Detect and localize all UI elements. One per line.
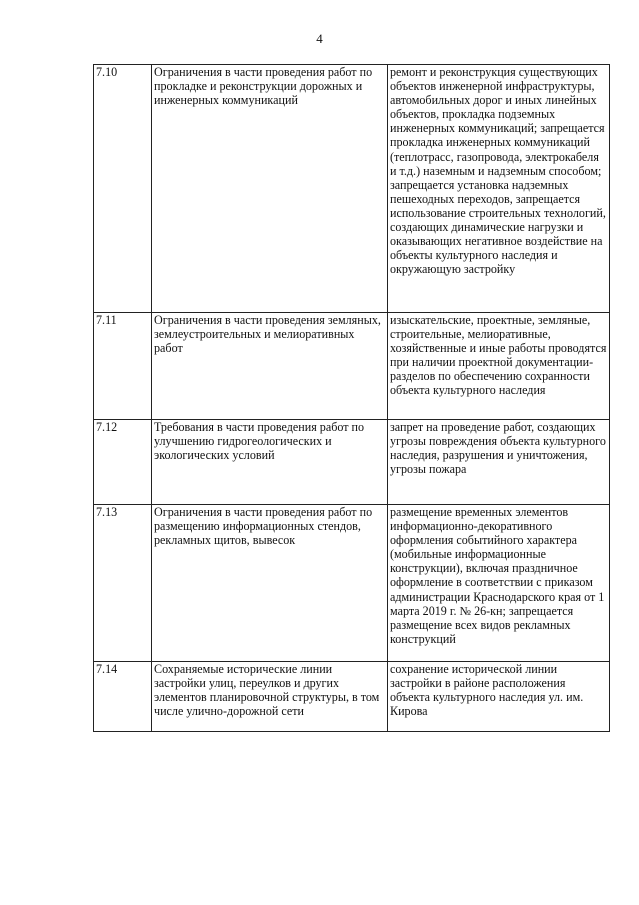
row-number: 7.14 [96, 662, 118, 676]
table-row [94, 65, 610, 313]
requirement-name-cell [152, 313, 388, 420]
requirement-description-cell [388, 420, 610, 505]
requirement-name: Требования в части проведения работ по улучшению гидрогеологических и экологических условий [154, 420, 365, 463]
row-number: 7.11 [96, 313, 117, 327]
requirement-name-cell [152, 662, 388, 732]
restrictions-table [93, 64, 610, 732]
row-number: 7.13 [96, 505, 118, 519]
requirement-description: изыскательские, проектные, земляные, строительные, мелиоративные, хозяйственные и иные работы проводятся при наличии проектной документации- разделов по обеспечению сохранности объекта культурного наследия [390, 313, 607, 398]
requirement-description-cell [388, 65, 610, 313]
table-row [94, 313, 610, 420]
requirement-description: запрет на проведение работ, создающих угрозы повреждения объекта культурного наследия, разрушения и уничтожения, угрозы пожара [390, 420, 606, 477]
requirement-name-cell [152, 505, 388, 662]
requirement-description: ремонт и реконструкция существующих объектов инженерной инфраструктуры, автомобильных дорог и иных линейных объектов, прокладка подземных инженерных коммуникаций; запрещается прокладка инженерных коммуникаций (теплотрасс, газопровода, электрокабеля и т.д.) наземным и надземным способом; запрещается установка надземных пешеходных переходов, запрещается использование строительных технологий, создающих динамические нагрузки и оказывающих негативное воздействие на объекты культурного наследия и окружающую застройку [390, 65, 606, 277]
row-number-cell [94, 420, 152, 505]
requirement-name: Сохраняемые исторические линии застройки улиц, переулков и других элементов планировочной структуры, в том числе улично-дорожной сети [154, 662, 380, 719]
requirement-description-cell [388, 313, 610, 420]
row-number: 7.12 [96, 420, 118, 434]
row-number-cell [94, 505, 152, 662]
table-row [94, 420, 610, 505]
requirement-description-cell [388, 505, 610, 662]
requirement-name-cell [152, 65, 388, 313]
row-number-cell [94, 313, 152, 420]
row-number-cell [94, 662, 152, 732]
requirement-description-cell [388, 662, 610, 732]
requirement-name: Ограничения в части проведения земляных, землеустроительных и мелиоративных работ [154, 313, 381, 356]
requirement-description: размещение временных элементов информационно-декоративного оформления событийного характера (мобильные информационные конструкции), включая праздничное оформление в соответствии с приказом администрации Краснодарского края от 1 марта 2019 г. № 26-кн; запрещается размещение всех видов рекламных конструкций [390, 505, 605, 646]
requirement-name-cell [152, 420, 388, 505]
requirement-name: Ограничения в части проведения работ по размещению информационных стендов, рекламных щитов, вывесок [154, 505, 373, 548]
table-row [94, 662, 610, 732]
requirement-description: сохранение исторической линии застройки в районе расположения объекта культурного наследия ул. им. Кирова [390, 662, 584, 719]
requirement-name: Ограничения в части проведения работ по прокладке и реконструкции дорожных и инженерных коммуникаций [154, 65, 373, 108]
row-number-cell [94, 65, 152, 313]
page-number: 4 [316, 31, 323, 46]
row-number: 7.10 [96, 65, 118, 79]
table-row [94, 505, 610, 662]
